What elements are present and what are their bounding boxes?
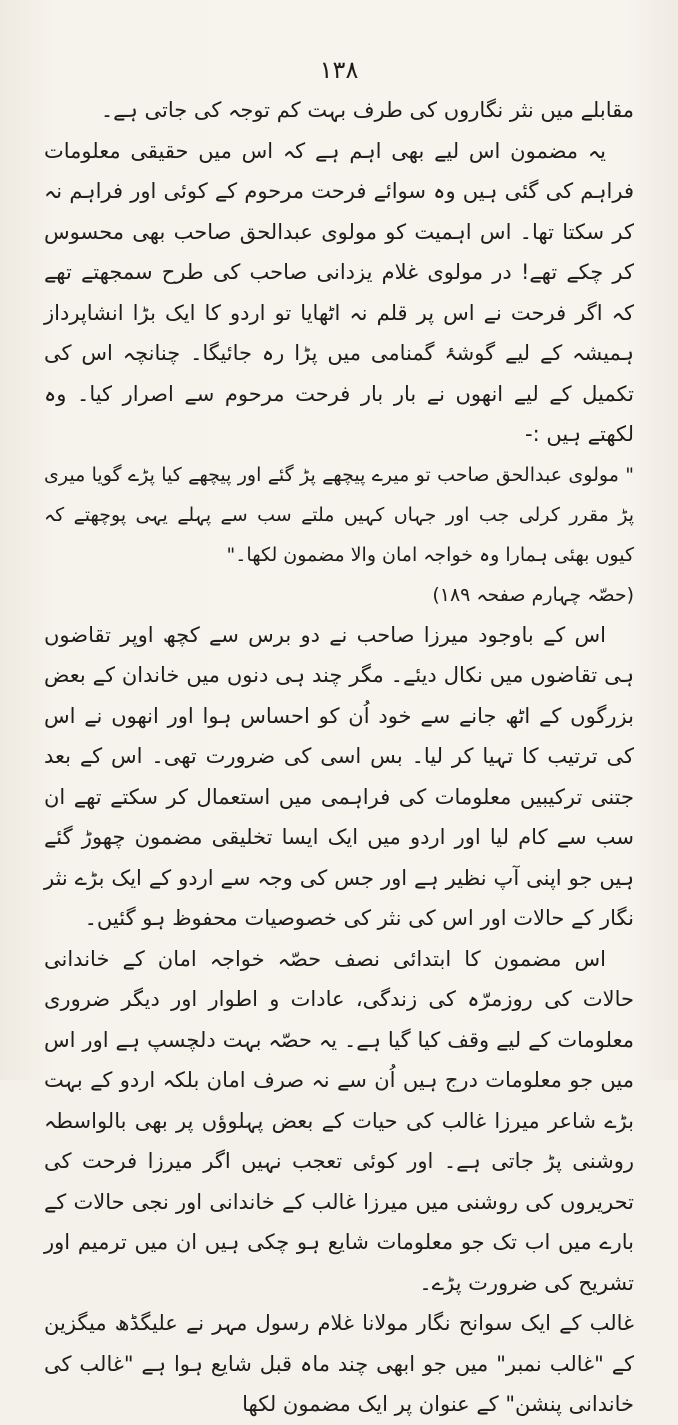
paragraph-intro-line: مقابلے میں نثر نگاروں کی طرف بہت کم توجہ کی جاتی ہے۔ bbox=[100, 98, 634, 122]
paragraph-ghalib-biographer: غالب کے ایک سوانح نگار مولانا غلام رسول مہر نے علیگڈھ میگزین کے "غالب نمبر" میں جو ابھی چند ماہ قبل شایع ہوا ہے "غالب کی خاندانی پنشن" کے عنوان پر ایک مضمون لکھا bbox=[44, 1311, 634, 1416]
paragraph-compilation: اس کے باوجود میرزا صاحب نے دو برس سے کچھ اوپر تقاضوں ہی تقاضوں میں نکال دیئے۔ مگر چند ہی دنوں میں خاندان کے بعض بزرگوں کے اٹھ جانے سے خود اُن کو احساس ہوا اور انھوں نے اس کی ترتیب کا تہیا کر لیا۔ بس اسی کی ضرورت تھی۔ اس کے بعد جتنی ترکیبیں معلومات کی فراہمی میں استعمال کر سکتے تھے ان سب سے کام لیا اور اردو میں ایک ایسا تخلیقی مضمون چھوڑ گئے ہیں جو اپنی آپ نظیر ہے اور جس کی وجہ سے اردو کے ایک بڑے نثر نگار کے حالات اور اس کی نثر کی خصوصیات محفوظ ہو گئیں۔ bbox=[44, 622, 634, 930]
quote-reference: (حصّہ چہارم صفحہ ١٨٩) bbox=[432, 583, 634, 606]
page-body bbox=[44, 90, 634, 1425]
paragraph-first-half: اس مضمون کا ابتدائی نصف حصّہ خواجہ امان کے خاندانی حالات کی روزمرّہ کی زندگی، عادات و اطوار اور دیگر ضروری معلومات کے لیے وقف کیا گیا ہے۔ یہ حصّہ بہت دلچسپ ہے اور اس میں جو معلومات درج ہیں اُن سے نہ صرف امان بلکہ اردو کے بہت بڑے شاعر میرزا غالب کی حیات کے بعض پہلوؤں پر بھی بالواسطہ روشنی پڑ جاتی ہے۔ اور کوئی تعجب نہیں اگر میرزا فرحت کی تحریروں کی روشنی میں میرزا غالب کے خاندانی اور نجی حالات کے بارے میں اب تک جو معلومات شایع ہو چکی ہیں ان میں ترمیم اور تشریح کی ضرورت پڑے۔ bbox=[44, 946, 634, 1295]
page-number: ١٣٨ bbox=[319, 56, 359, 84]
block-quote: " مولوی عبدالحق صاحب تو میرے پیچھے پڑ گئے اور پیچھے کیا پڑے گویا میری پڑ مقرر کرلی جب اور جہاں کہیں ملتے سب سے پہلے یہی پوچھتے کہ کیوں بھئی ہمارا وہ خواجہ امان والا مضمون لکھا۔" bbox=[44, 463, 634, 566]
paragraph-importance: یہ مضمون اس لیے بھی اہم ہے کہ اس میں حقیقی معلومات فراہم کی گئی ہیں وہ سوائے فرحت مرحوم کے کوئی اور فراہم نہ کر سکتا تھا۔ اس اہمیت کو مولوی عبدالحق صاحب بھی محسوس کر چکے تھے! در مولوی غلام یزدانی صاحب کی طرح سمجھتے تھے کہ اگر فرحت نے اس پر قلم نہ اٹھایا تو اردو کا ایک بڑا انشاپرداز ہمیشہ کے لیے گوشۂ گمنامی میں پڑا رہ جائیگا۔ چنانچہ اس کی تکمیل کے لیے انھوں نے بار بار فرحت مرحوم سے اصرار کیا۔ وہ لکھتے ہیں :- bbox=[44, 138, 634, 446]
